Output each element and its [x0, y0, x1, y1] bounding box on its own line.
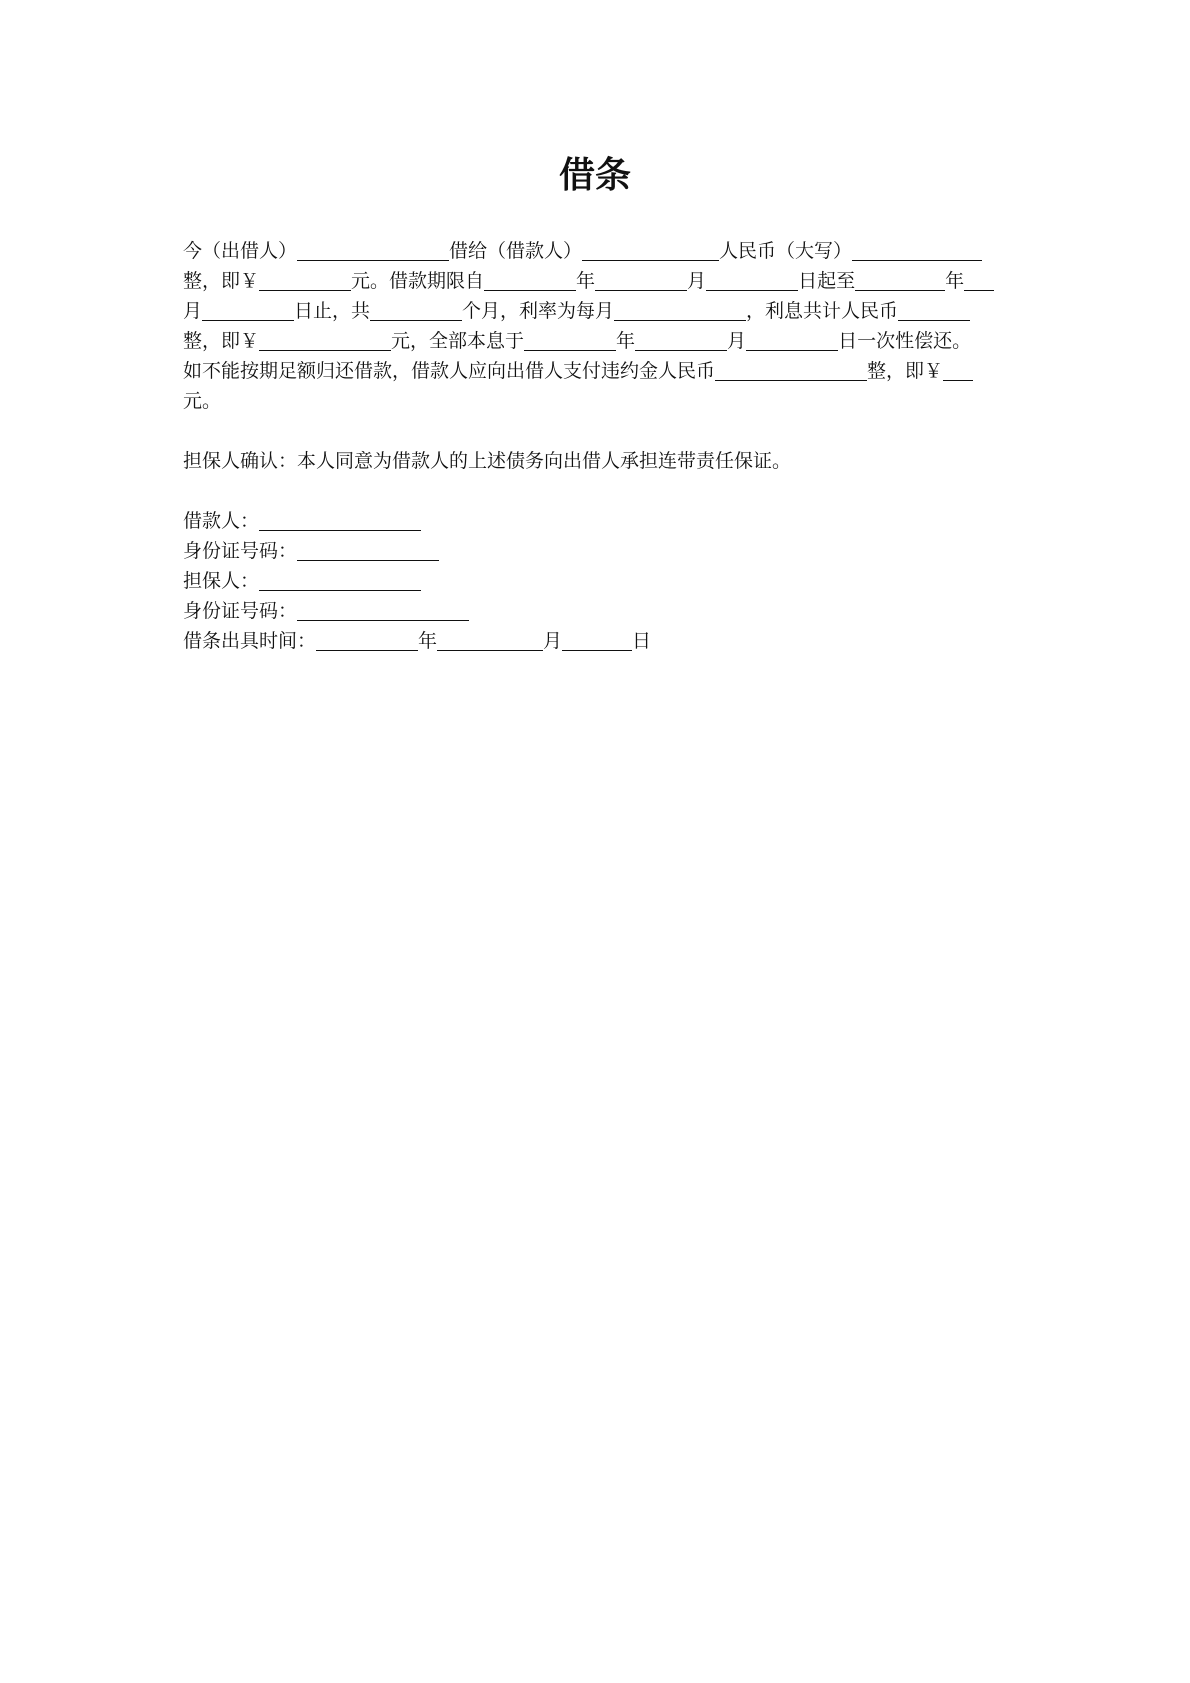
body-text: 月 [183, 300, 203, 322]
repay-day-blank[interactable] [746, 328, 838, 351]
issue-date-label: 借条出具时间： [183, 630, 317, 652]
body-text: 月 [727, 330, 747, 352]
end-month-blank[interactable] [964, 268, 994, 291]
body-text: 日一次性偿还。 [838, 330, 972, 352]
body-text: 年 [576, 270, 596, 292]
body-text: ，利息共计人民币 [746, 300, 899, 322]
body-text: 整，即￥ [183, 270, 260, 292]
repay-year-blank[interactable] [524, 328, 616, 351]
body-line-4 [183, 326, 971, 356]
penalty-number-blank[interactable] [943, 358, 973, 381]
issue-month-blank[interactable] [437, 628, 543, 651]
body-text: 日起至 [798, 270, 856, 292]
borrower-signature-row [183, 506, 421, 536]
document-title: 借条 [558, 155, 631, 196]
body-text: 元。 [183, 390, 222, 412]
body-text: 日止，共 [294, 300, 371, 322]
body-text: 年 [616, 330, 636, 352]
body-text: 如不能按期足额归还借款，借款人应向出借人支付违约金人民币 [183, 360, 716, 382]
body-line-2 [183, 266, 994, 296]
issue-year-blank[interactable] [316, 628, 418, 651]
months-count-blank[interactable] [370, 298, 462, 321]
issue-day-blank[interactable] [562, 628, 632, 651]
borrower-label: 借款人： [183, 510, 260, 532]
body-text: 个月，利率为每月 [462, 300, 615, 322]
body-text: 元。借款期限自 [351, 270, 485, 292]
body-text: 整，即￥ [867, 360, 944, 382]
end-day-blank[interactable] [202, 298, 294, 321]
month-label: 月 [543, 630, 563, 652]
guarantor-signature-row [183, 566, 421, 596]
body-line-1 [183, 236, 982, 266]
guarantor-label: 担保人： [183, 570, 260, 592]
repay-month-blank[interactable] [635, 328, 727, 351]
amount-capital-blank[interactable] [852, 238, 982, 261]
end-year-blank[interactable] [855, 268, 945, 291]
guarantor-id-label: 身份证号码： [183, 600, 298, 622]
guarantor-signature-blank[interactable] [259, 568, 421, 591]
start-day-blank[interactable] [706, 268, 798, 291]
day-label: 日 [632, 630, 652, 652]
body-line-6 [183, 386, 221, 416]
year-label: 年 [418, 630, 438, 652]
body-text: 月 [687, 270, 707, 292]
body-text: 年 [945, 270, 965, 292]
borrower-id-blank[interactable] [297, 538, 439, 561]
borrower-name-blank[interactable] [582, 238, 719, 261]
interest-number-blank[interactable] [259, 328, 391, 351]
body-text: 今（出借人） [183, 240, 298, 262]
body-text: 人民币（大写） [719, 240, 853, 262]
body-text: 借给（借款人） [449, 240, 583, 262]
amount-number-blank[interactable] [259, 268, 351, 291]
penalty-capital-blank[interactable] [715, 358, 867, 381]
guarantor-statement: 担保人确认：本人同意为借款人的上述债务向出借人承担连带责任保证。 [183, 450, 792, 472]
interest-capital-blank[interactable] [898, 298, 970, 321]
body-text: 整，即￥ [183, 330, 260, 352]
body-line-3 [183, 296, 970, 326]
lender-name-blank[interactable] [297, 238, 449, 261]
start-month-blank[interactable] [595, 268, 687, 291]
body-line-5 [183, 356, 973, 386]
body-text: 元，全部本息于 [391, 330, 525, 352]
guarantor-id-row [183, 596, 469, 626]
monthly-rate-blank[interactable] [614, 298, 746, 321]
start-year-blank[interactable] [484, 268, 576, 291]
borrower-signature-blank[interactable] [259, 508, 421, 531]
borrower-id-row [183, 536, 439, 566]
guarantor-id-blank[interactable] [297, 598, 469, 621]
issue-date-row [183, 626, 651, 656]
borrower-id-label: 身份证号码： [183, 540, 298, 562]
